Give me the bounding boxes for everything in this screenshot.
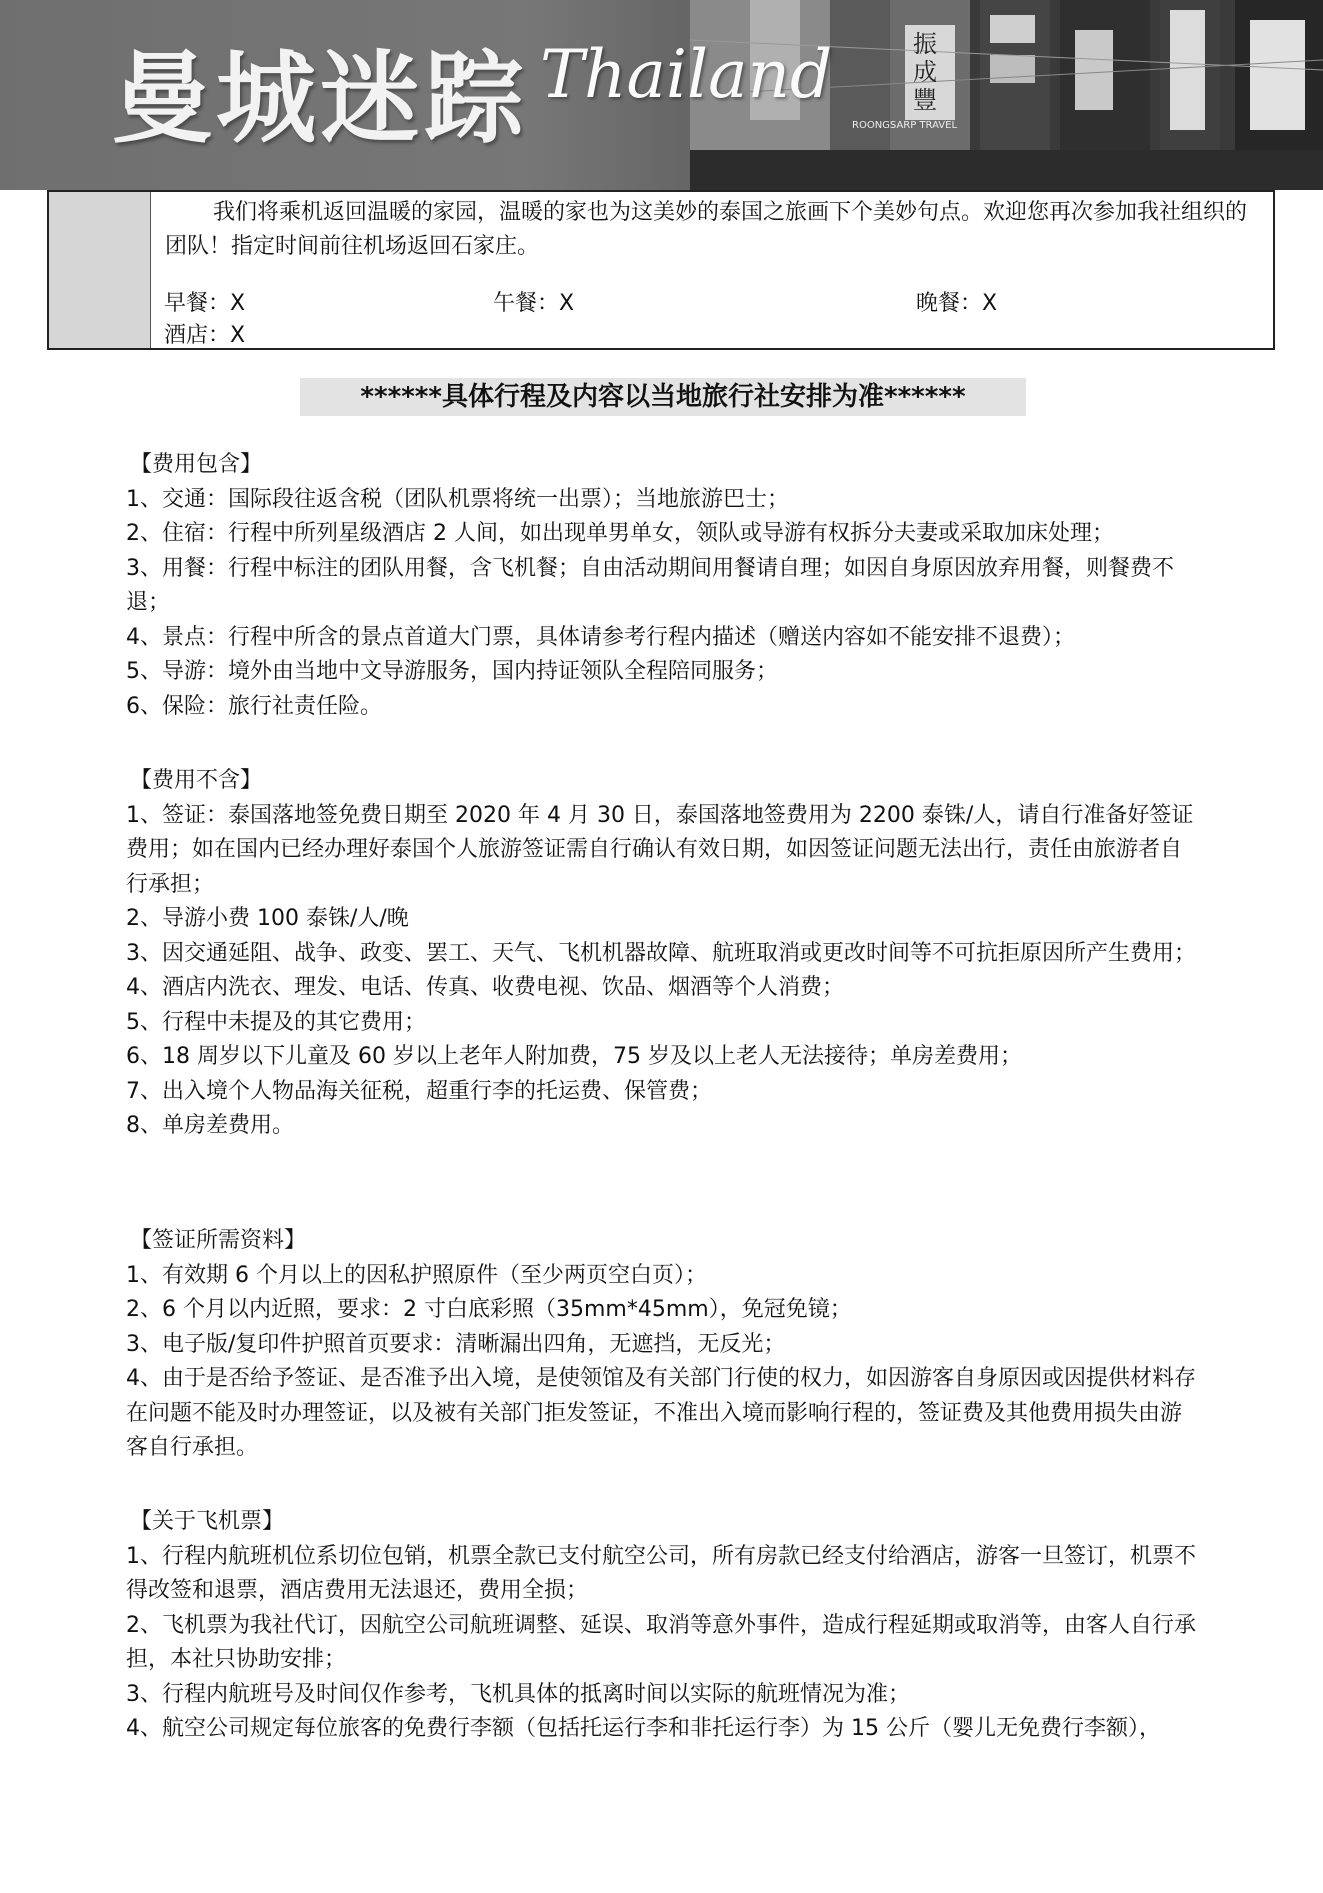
header-banner	[0, 0, 1323, 190]
section-visa-docs	[126, 1224, 1200, 1466]
section-fee-included	[126, 448, 1200, 724]
hotel-info: 酒店：X	[164, 323, 246, 348]
sign-text-2: ROONGSARP TRAVEL	[852, 120, 958, 131]
list-item: 6、18 周岁以下儿童及 60 岁以上老年人附加费，75 岁及以上老人无法接待；单房差费用；	[126, 1044, 1022, 1069]
section-fee-excluded	[126, 764, 1200, 1144]
list-item: 4、酒店内洗衣、理发、电话、传真、收费电视、饮品、烟酒等个人消费；	[126, 975, 844, 1000]
day-content-cell	[151, 192, 1273, 348]
list-item: 2、导游小费 100 泰铢/人/晚	[126, 906, 409, 931]
list-item: 3、电子版/复印件护照首页要求：清晰漏出四角，无遮挡，无反光；	[126, 1331, 786, 1357]
list-item: 1、签证：泰国落地签免费日期至 2020 年 4 月 30 日，泰国落地签费用为 2200 泰铢/人，请自行准备好签证费用；如在国内已经办理好泰国个人旅游签证需自行确认有效日期，如因签证问题无法出行，责任由旅游者自行承担；	[126, 802, 1194, 897]
list-item: 1、交通：国际段往返含税（团队机票将统一出票）；当地旅游巴士；	[126, 486, 789, 512]
day-description: 我们将乘机返回温暖的家园，温暖的家也为这美妙的泰国之旅画下个美妙句点。欢迎您再次参加我社组织的团队！指定时间前往机场返回石家庄。	[165, 200, 1248, 259]
list-item: 2、住宿：行程中所列星级酒店 2 人间，如出现单男单女，领队或导游有权拆分夫妻或采取加床处理；	[126, 521, 1114, 546]
list-item: 3、行程内航班号及时间仅作参考，飞机具体的抵离时间以实际的航班情况为准；	[126, 1681, 910, 1707]
list-item: 4、航空公司规定每位旅客的免费行李额（包括托运行李和非托运行李）为 15 公斤（婴儿无免费行李额），	[126, 1716, 1161, 1741]
sign-text-1: 振成豐	[913, 30, 937, 114]
list-item: 4、景点：行程中所含的景点首道大门票，具体请参考行程内描述（赠送内容如不能安排不退费）；	[126, 624, 1076, 650]
banner-title-en: Thailand	[540, 36, 833, 113]
list-item: 3、因交通延阻、战争、政变、罢工、天气、飞机机器故障、航班取消或更改时间等不可抗拒原因所产生费用；	[126, 940, 1197, 966]
list-item: 3、用餐：行程中标注的团队用餐，含飞机餐；自由活动期间用餐请自理；如因自身原因放弃用餐，则餐费不退；	[126, 555, 1175, 615]
section-air-tickets	[126, 1505, 1200, 1747]
list-item: 4、由于是否给予签证、是否准予出入境，是使领馆及有关部门行使的权力，如因游客自身原因或因提供材料存在问题不能及时办理签证，以及被有关部门拒发签证，不准出入境而影响行程的，签证费及其他费用损失由游客自行承担。	[126, 1366, 1197, 1460]
list-item: 8、单房差费用。	[126, 1113, 294, 1138]
list-item: 2、飞机票为我社代订，因航空公司航班调整、延误、取消等意外事件，造成行程延期或取消等，由客人自行承担，本社只协助安排；	[126, 1612, 1197, 1672]
banner-title-cn: 曼城迷踪	[112, 39, 528, 157]
list-item: 6、保险：旅行社责任险。	[126, 693, 382, 719]
list-item: 5、行程中未提及的其它费用；	[126, 1009, 426, 1035]
section-title: 【关于飞机票】	[130, 1509, 285, 1534]
list-item: 1、有效期 6 个月以上的因私护照原件（至少两页空白页）；	[126, 1262, 707, 1288]
day-label-cell	[49, 192, 151, 348]
list-item: 1、行程内航班机位系切位包销，机票全款已支付航空公司，所有房款已经支付给酒店，游客一旦签订，机票不得改签和退票，酒店费用无法退还，费用全损；	[126, 1543, 1197, 1603]
section-title: 【费用不含】	[130, 768, 263, 793]
lunch-info: 午餐：X	[493, 291, 575, 316]
section-title: 【费用包含】	[130, 452, 263, 477]
list-item: 5、导游：境外由当地中文导游服务，国内持证领队全程陪同服务；	[126, 659, 778, 684]
section-title: 【签证所需资料】	[130, 1228, 307, 1253]
dinner-info: 晚餐：X	[916, 291, 998, 316]
breakfast-info: 早餐：X	[164, 291, 246, 316]
list-item: 2、6 个月以内近照，要求：2 寸白底彩照（35mm*45mm），免冠免镜；	[126, 1297, 852, 1322]
list-item: 7、出入境个人物品海关征税，超重行李的托运费、保管费；	[126, 1078, 712, 1104]
notice-banner: ******具体行程及内容以当地旅行社安排为准******	[300, 378, 1026, 416]
